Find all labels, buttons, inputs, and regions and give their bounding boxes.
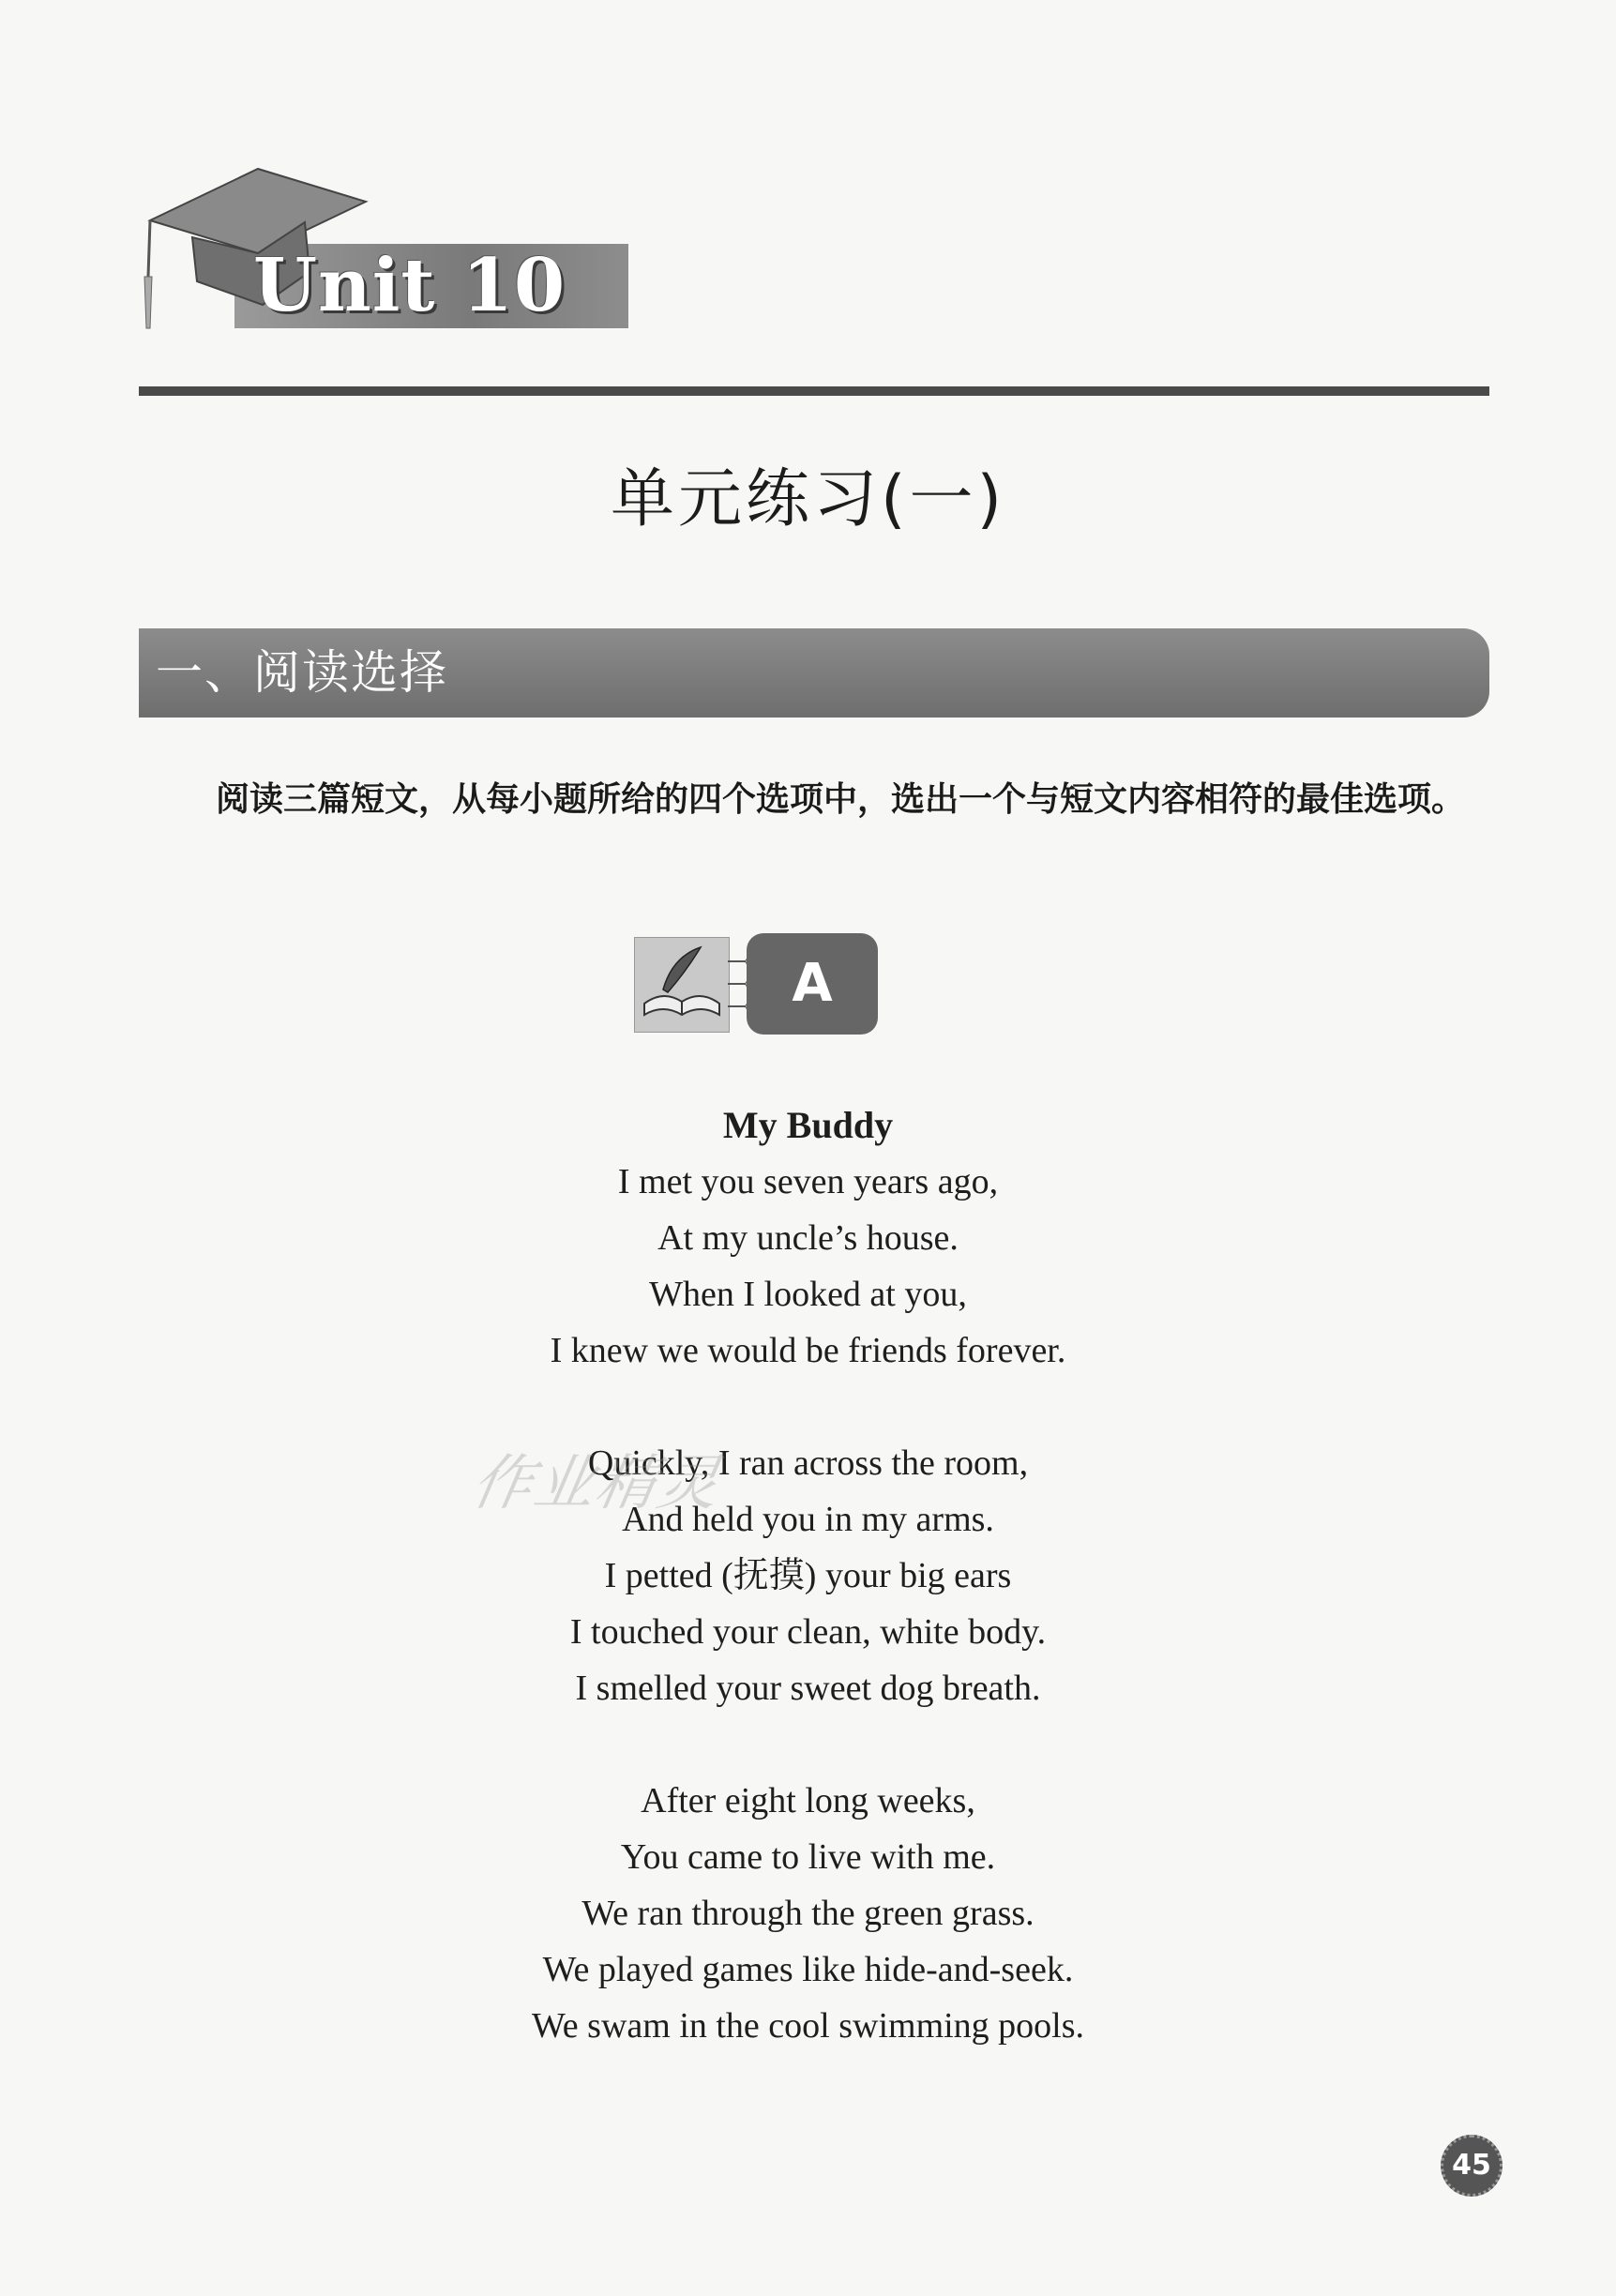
poem-line: I smelled your sweet dog breath.	[575, 1669, 1041, 1708]
poem-line: I petted (抚摸) your big ears	[604, 1556, 1012, 1595]
unit-label: Unit 10	[253, 243, 566, 328]
poem-line: We swam in the cool swimming pools.	[531, 2006, 1085, 2046]
poem-line: I met you seven years ago,	[617, 1162, 999, 1201]
unit-banner	[141, 164, 647, 342]
poem-line: When I looked at you,	[649, 1275, 967, 1314]
poem-line: Quickly, I ran across the room,	[587, 1443, 1029, 1483]
header-divider	[139, 386, 1489, 396]
poem-line: At my uncle’s house.	[657, 1218, 959, 1258]
poem-line: We ran through the green grass.	[581, 1894, 1035, 1933]
section-heading: 一、阅读选择	[156, 645, 448, 700]
poem	[0, 1097, 1616, 2054]
poem-line: And held you in my arms.	[622, 1500, 994, 1539]
page-number: 45	[1441, 2135, 1503, 2197]
book-quill-icon	[634, 937, 730, 1033]
poem-line: We played games like hide-and-seek.	[542, 1950, 1074, 1989]
poem-line: I knew we would be friends forever.	[550, 1331, 1066, 1370]
page-title: 单元练习(一)	[610, 462, 1006, 536]
stanza-gap	[0, 1379, 1616, 1435]
passage-badge	[634, 933, 878, 1035]
poem-line: You came to live with me.	[620, 1837, 996, 1877]
passage-letter: A	[747, 933, 878, 1035]
instructions-text: 阅读三篇短文，从每小题所给的四个选项中，选出一个与短文内容相符的最佳选项。	[216, 780, 1466, 819]
poem-line: I touched your clean, white body.	[569, 1612, 1047, 1652]
poem-title: My Buddy	[722, 1104, 894, 1146]
section-heading-bar	[139, 628, 1489, 718]
watermark: 作业精灵	[466, 1449, 727, 1518]
poem-line: After eight long weeks,	[641, 1781, 975, 1820]
stanza-gap	[0, 1716, 1616, 1773]
